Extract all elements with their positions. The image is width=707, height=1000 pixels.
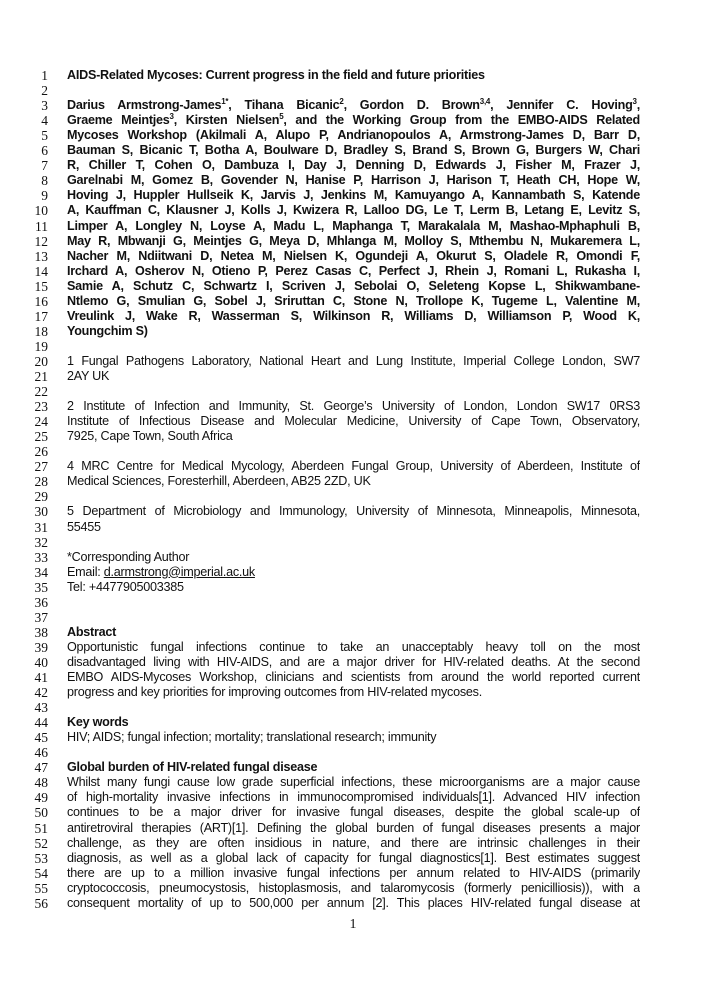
line-number: 4 <box>41 113 48 129</box>
line-text: Hoving J, Huppler Hullseik K, Jarvis J, Jenkins M, Kamuyango A, Kannambath S, Katende <box>67 188 640 203</box>
line-number: 23 <box>34 399 48 415</box>
document-line <box>0 128 707 143</box>
document-line <box>0 489 707 504</box>
document-line <box>0 896 707 911</box>
line-text: challenge, as they are often insidious in nature, and there are intrinsic challenges in their <box>67 835 640 850</box>
document-line <box>0 881 707 896</box>
line-number: 17 <box>34 308 48 324</box>
document-line <box>0 670 707 685</box>
line-number: 25 <box>34 429 48 445</box>
abstract-heading: Abstract <box>67 624 117 639</box>
line-text <box>67 113 640 128</box>
document-line <box>0 324 707 339</box>
affiliation-superscript: 3 <box>169 113 174 122</box>
section-heading: Global burden of HIV-related fungal disease <box>67 760 318 775</box>
document-line <box>0 219 707 234</box>
document-line <box>0 414 707 429</box>
text-segment: Darius Armstrong-James <box>67 98 222 113</box>
line-number: 19 <box>34 338 48 354</box>
line-text: 7925, Cape Town, South Africa <box>67 429 233 444</box>
line-text: continues to be a major driver for invasive fungal diseases, despite the global scale-up of <box>67 805 640 820</box>
line-number: 37 <box>34 609 48 625</box>
document-line <box>0 474 707 489</box>
line-text: of high-mortality invasive infections in immunocompromised individuals[1]. Advanced HIV infection <box>67 790 640 805</box>
document-line <box>0 83 707 98</box>
line-number: 21 <box>34 369 48 384</box>
document-line <box>0 203 707 218</box>
document-line <box>0 866 707 881</box>
line-number: 18 <box>34 323 48 339</box>
line-text: May R, Mbwanji G, Meintjes G, Meya D, Mhlanga M, Molloy S, Mthembu N, Mukaremera L, <box>67 233 640 248</box>
line-number: 15 <box>34 278 48 294</box>
line-text: diagnosis, as well as a global lack of capacity for fungal diagnostics[1]. Best estimates suggest <box>67 850 640 865</box>
document-line <box>0 399 707 414</box>
line-text: Whilst many fungi cause low grade superficial infections, these microorganisms are a major cause <box>67 775 640 790</box>
line-number: 43 <box>34 700 48 716</box>
line-number: 30 <box>34 504 48 520</box>
line-number: 42 <box>34 685 48 701</box>
line-number: 10 <box>34 203 48 219</box>
line-number: 16 <box>34 293 48 309</box>
line-number: 51 <box>34 820 48 836</box>
line-number: 33 <box>34 549 48 565</box>
line-text: Institute of Infectious Disease and Molecular Medicine, University of Cape Town, Observatory, <box>67 414 640 429</box>
line-number: 35 <box>34 579 48 595</box>
document-line <box>0 339 707 354</box>
document-line <box>0 279 707 294</box>
line-number: 45 <box>34 730 48 746</box>
document-line <box>0 459 707 474</box>
line-text: *Corresponding Author <box>67 549 190 564</box>
line-text: Samie A, Schutz C, Schwartz I, Scriven J, Sebolai O, Seleteng Kopse L, Shikwambane- <box>67 278 640 293</box>
document-line <box>0 188 707 203</box>
document-line <box>0 444 707 459</box>
line-number: 27 <box>34 459 48 475</box>
line-text: R, Chiller T, Cohen O, Dambuza I, Day J, Denning D, Edwards J, Fisher M, Frazer J, <box>67 158 640 173</box>
document-line <box>0 369 707 384</box>
line-number: 52 <box>34 835 48 851</box>
line-number: 13 <box>34 248 48 264</box>
line-number: 47 <box>34 760 48 776</box>
line-text: Tel: +4477905003385 <box>67 579 184 594</box>
line-text: Ntlemo G, Smulian G, Sobel J, Sriruttan C, Stone N, Trollope K, Tugeme L, Valentine M, <box>67 293 640 308</box>
line-number: 26 <box>34 444 48 460</box>
line-text: consequent mortality of up to 500,000 per annum [2]. This places HIV-related fungal disease at <box>67 895 640 910</box>
line-text: Vreulink J, Wake R, Wasserman S, Wilkinson R, Williams D, Williamson P, Wood K, <box>67 308 640 323</box>
line-number: 9 <box>41 188 48 204</box>
line-text: 5 Department of Microbiology and Immunology, University of Minnesota, Minneapolis, Minnesota, <box>67 504 640 519</box>
text-segment: , Kirsten Nielsen <box>173 113 280 128</box>
line-number: 6 <box>41 143 48 159</box>
document-line <box>0 610 707 625</box>
text-segment: , Jennifer C. Hoving <box>490 98 633 113</box>
line-text: EMBO AIDS-Mycoses Workshop, clinicians and scientists from around the world reported current <box>67 670 640 684</box>
line-number: 48 <box>34 775 48 791</box>
document-line <box>0 550 707 565</box>
document-line <box>0 234 707 249</box>
document-line <box>0 836 707 851</box>
document-line <box>0 805 707 820</box>
line-text: Nacher M, Ndiitwani D, Netea M, Nielsen K, Ogundeji A, Okurut S, Oladele R, Omondi F, <box>67 248 640 263</box>
line-number: 36 <box>34 594 48 610</box>
document-line <box>0 625 707 640</box>
document-line <box>0 264 707 279</box>
line-text <box>67 98 640 113</box>
line-number: 7 <box>41 158 48 174</box>
affiliation-superscript: 2 <box>339 98 344 107</box>
page-number: 1 <box>349 917 357 932</box>
line-text: Mycoses Workshop (Akilmali A, Alupo P, Andrianopoulos A, Armstrong-James D, Barr D, <box>67 128 640 143</box>
line-text: A, Kauffman C, Klausner J, Kolls J, Kwizera R, Lalloo DG, Le T, Lerm B, Letang E, Levitz S, <box>67 203 640 218</box>
line-number: 8 <box>41 173 48 189</box>
line-text: Opportunistic fungal infections continue to take an unacceptably heavy toll on the most <box>67 639 640 654</box>
line-number: 34 <box>34 564 48 580</box>
line-number: 38 <box>34 624 48 640</box>
line-number: 53 <box>34 850 48 866</box>
line-number: 50 <box>34 805 48 821</box>
paper-title: AIDS-Related Mycoses: Current progress in the field and future priorities <box>67 68 485 82</box>
document-line <box>0 760 707 775</box>
line-number: 1 <box>41 68 48 83</box>
line-text: Youngchim S) <box>67 323 148 338</box>
line-text: disadvantaged living with HIV-AIDS, and are a major driver for HIV-related deaths. At the second <box>67 654 640 669</box>
line-number: 12 <box>34 233 48 249</box>
text-segment: Graeme Meintjes <box>67 113 170 128</box>
line-text: cryptococcosis, pneumocystosis, histoplasmosis, and talaromycosis (formerly penicilliosis)), with a <box>67 880 640 895</box>
document-line <box>0 700 707 715</box>
line-number: 39 <box>34 639 48 655</box>
document-line <box>0 790 707 805</box>
line-text: there are up to a million invasive fungal infections per annum related to HIV-AIDS (primarily <box>67 865 640 880</box>
line-number: 14 <box>34 263 48 279</box>
line-text: Limper A, Longley N, Loyse A, Madu L, Maphanga T, Marakalala M, Mashao-Mphaphuli B, <box>67 218 640 233</box>
line-number: 2 <box>41 83 48 99</box>
line-text: 55455 <box>67 519 101 534</box>
line-number: 28 <box>34 474 48 490</box>
line-text: Medical Sciences, Foresterhill, Aberdeen, AB25 2ZD, UK <box>67 474 371 489</box>
line-text <box>67 565 640 580</box>
document-line <box>0 158 707 173</box>
line-number: 29 <box>34 489 48 505</box>
line-text: Bauman S, Bicanic T, Botha A, Boulware D, Bradley S, Brand S, Brown G, Burgers W, Chari <box>67 143 640 158</box>
document-line <box>0 504 707 519</box>
text-segment: , Gordon D. Brown <box>343 98 480 113</box>
document-line <box>0 821 707 836</box>
text-segment: , Tihana Bicanic <box>228 98 340 113</box>
document-line <box>0 520 707 535</box>
line-text: HIV; AIDS; fungal infection; mortality; translational research; immunity <box>67 730 437 745</box>
line-number: 41 <box>34 670 48 685</box>
line-text: 2AY UK <box>67 369 110 383</box>
line-number: 24 <box>34 414 48 430</box>
document-line <box>0 309 707 324</box>
line-text: 2 Institute of Infection and Immunity, St. George’s University of London, London SW17 0RS3 <box>67 399 640 414</box>
line-number: 56 <box>34 895 48 911</box>
affiliation-superscript: 5 <box>279 113 284 122</box>
line-number: 44 <box>34 715 48 731</box>
line-number: 3 <box>41 98 48 114</box>
document-line <box>0 580 707 595</box>
document-line <box>0 384 707 399</box>
document-line <box>0 730 707 745</box>
line-text: 1 Fungal Pathogens Laboratory, National Heart and Lung Institute, Imperial College London, SW7 <box>67 353 640 368</box>
affiliation-superscript: 3 <box>632 98 637 107</box>
line-number: 32 <box>34 534 48 550</box>
line-number: 55 <box>34 880 48 896</box>
text-segment: Email: <box>67 564 104 579</box>
line-text: Irchard A, Osherov N, Otieno P, Perez Casas C, Perfect J, Rhein J, Romani L, Rukasha I, <box>67 263 640 278</box>
email-link[interactable]: d.armstrong@imperial.ac.uk <box>103 564 255 579</box>
affiliation-superscript: 1* <box>221 98 229 107</box>
document-line <box>0 294 707 309</box>
line-text: antiretroviral therapies (ART)[1]. Defining the global burden of fungal diseases presents a major <box>67 820 640 835</box>
line-number: 20 <box>34 353 48 369</box>
line-number: 5 <box>41 128 48 144</box>
line-number: 31 <box>34 519 48 535</box>
document-line <box>0 565 707 580</box>
line-number: 46 <box>34 745 48 761</box>
affiliation-superscript: 3,4 <box>479 98 491 107</box>
line-number: 11 <box>35 218 48 234</box>
document-line <box>0 249 707 264</box>
line-text: progress and key priorities for improving outcomes from HIV-related mycoses. <box>67 685 482 700</box>
keywords-heading: Key words <box>67 715 129 730</box>
document-line <box>0 68 707 83</box>
document-line <box>0 354 707 369</box>
document-line <box>0 143 707 158</box>
document-line <box>0 745 707 760</box>
document-line <box>0 640 707 655</box>
document-line <box>0 113 707 128</box>
line-number: 22 <box>34 384 48 400</box>
document-line <box>0 535 707 550</box>
line-number: 54 <box>34 865 48 881</box>
document-line <box>0 851 707 866</box>
text-segment: , <box>636 98 640 113</box>
document-line <box>0 98 707 113</box>
document-line <box>0 429 707 444</box>
document-line <box>0 595 707 610</box>
line-text: Garelnabi M, Gomez B, Govender N, Hanise P, Harrison J, Harison T, Heath CH, Hope W, <box>67 173 640 188</box>
line-text: 4 MRC Centre for Medical Mycology, Aberdeen Fungal Group, University of Aberdeen, Institute of <box>67 459 640 474</box>
line-number: 49 <box>34 790 48 806</box>
text-segment: , and the Working Group from the EMBO-AIDS Related <box>283 113 640 128</box>
document-line <box>0 775 707 790</box>
document-line <box>0 715 707 730</box>
document-line <box>0 655 707 670</box>
line-number: 40 <box>34 654 48 670</box>
document-line <box>0 685 707 700</box>
document-line <box>0 173 707 188</box>
